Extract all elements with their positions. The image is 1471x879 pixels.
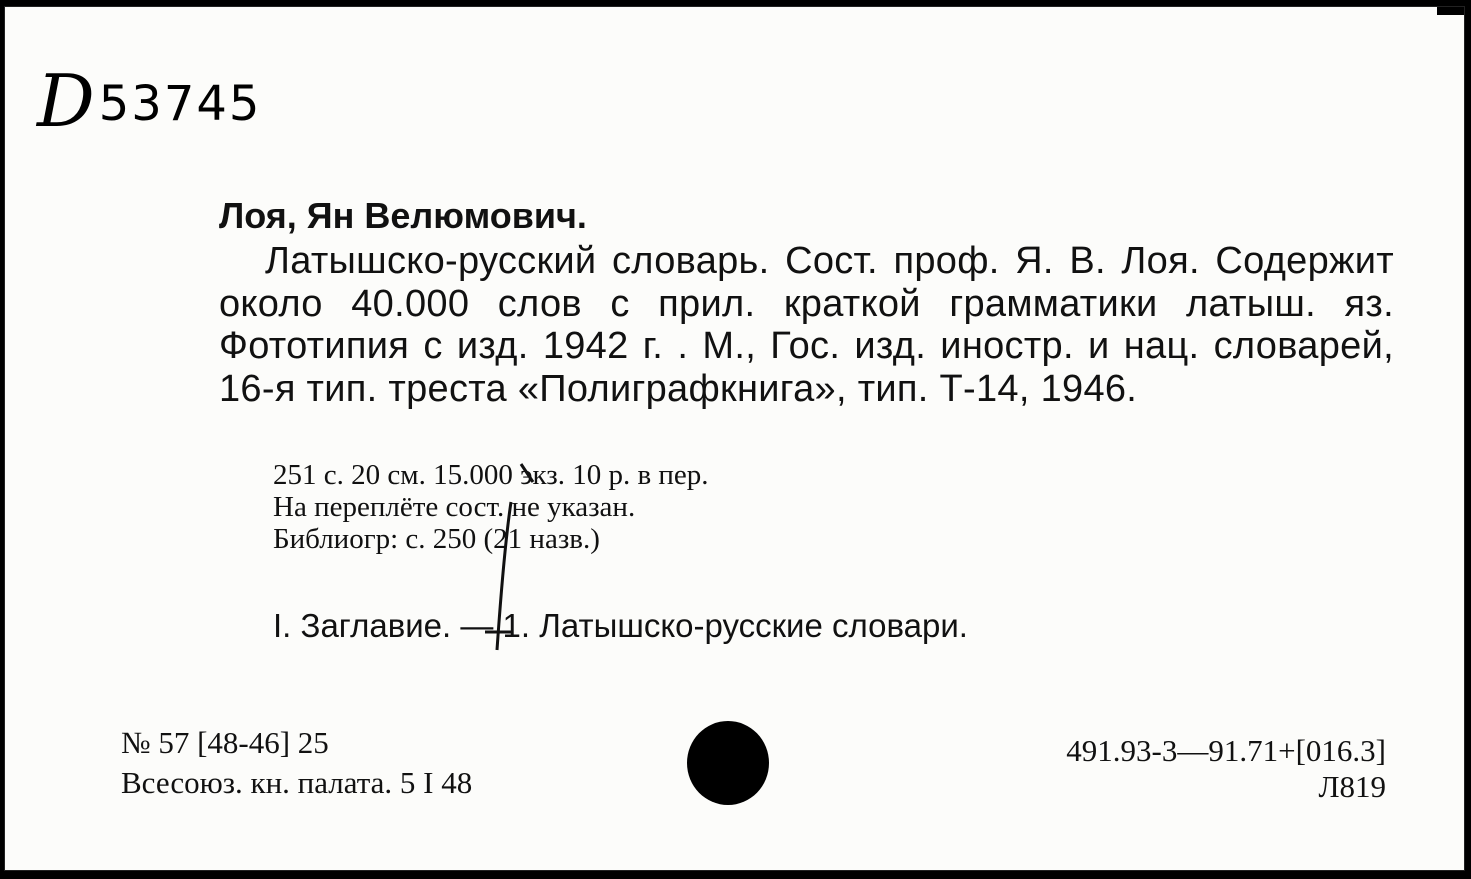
author-mark: Л819 [1318,769,1386,804]
bibliographic-entry [219,192,1394,410]
physical-line-binding: На переплёте сост. не указан. [273,491,636,523]
physical-line-pages: 251 с. 20 см. 15.000 экз. 10 р. в пер. [273,459,709,491]
author-heading: Лоя, Ян Велюмович. [219,195,587,236]
catalog-card [4,6,1465,871]
call-number [37,59,262,143]
footer-right [1066,733,1386,805]
title-description: Латышско-русский словарь. Сост. проф. Я. В. Лоя. Содержит около 40.000 слов с прил. краткой грамматики латыш. яз. Фототипия с изд. 1942 г. . М., Гос. изд. иностр. и нац. словарей, 16-я тип. треста «Полиграфкнига», тип. Т-14, 1946. [219,240,1394,410]
punch-hole [687,721,769,805]
scan-corner-mark [1437,6,1465,15]
issuer-date: Всесоюз. кн. палата. 5 I 48 [121,765,473,800]
classification-index: 491.93-3—91.71+[016.3] [1066,733,1386,768]
record-number: № 57 [48-46] 25 [121,725,329,760]
tracings: I. Заглавие. — 1. Латышско-русские словари. [273,607,968,644]
call-number-digits: 53745 [98,76,262,132]
footer-left [121,723,472,803]
call-number-letter: D [37,59,97,143]
physical-line-bibliography: Библиогр: с. 250 (21 назв.) [273,523,600,555]
